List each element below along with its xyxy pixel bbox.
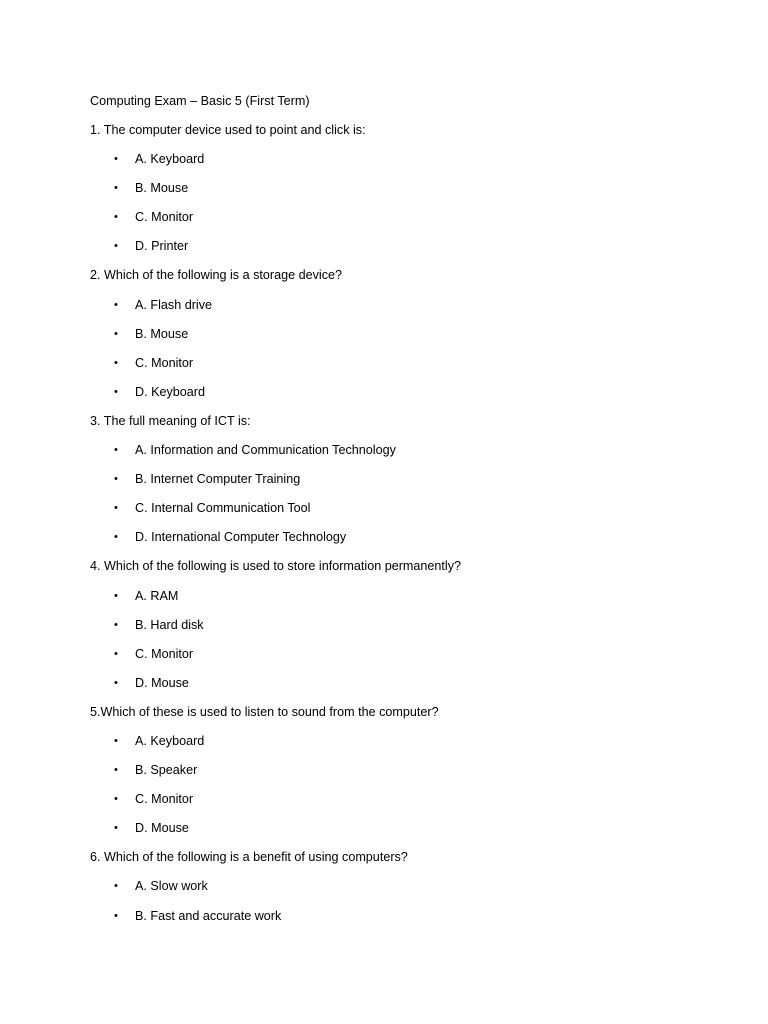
bullet-icon: • [114, 211, 118, 224]
bullet-icon: • [114, 385, 118, 398]
option-label: A. RAM [135, 588, 179, 603]
bullet-icon: • [114, 676, 118, 689]
bullet-icon: • [114, 734, 118, 747]
option-label: A. Flash drive [135, 297, 212, 312]
bullet-icon: • [114, 356, 118, 369]
bullet-icon: • [114, 444, 118, 457]
option-label: A. Information and Communication Technology [135, 443, 396, 458]
question-4: 4. Which of the following is used to store information permanently? [90, 559, 462, 574]
option-label: A. Keyboard [135, 152, 205, 167]
bullet-icon: • [114, 502, 118, 515]
option-label: D. Keyboard [135, 384, 206, 399]
bullet-icon: • [114, 182, 118, 195]
option-label: B. Hard disk [135, 617, 204, 632]
option-5d [90, 820, 710, 849]
document-title: Computing Exam – Basic 5 (First Term) [90, 94, 310, 108]
bullet-icon: • [114, 240, 118, 253]
option-6b [90, 908, 710, 937]
bullet-icon: • [114, 298, 118, 311]
bullet-icon: • [114, 531, 118, 544]
option-label: C. Monitor [135, 792, 194, 807]
option-label: C. Internal Communication Tool [135, 501, 311, 516]
exam-document [90, 93, 710, 937]
option-2b [90, 326, 710, 355]
option-label: D. International Computer Technology [135, 530, 347, 545]
bullet-icon: • [114, 618, 118, 631]
option-label: B. Mouse [135, 326, 189, 341]
option-label: C. Monitor [135, 210, 194, 225]
option-label: C. Monitor [135, 355, 194, 370]
option-label: B. Speaker [135, 763, 198, 778]
option-5c [90, 791, 710, 820]
option-2c [90, 355, 710, 384]
option-1d [90, 238, 710, 267]
option-label: B. Mouse [135, 181, 189, 196]
option-1b [90, 180, 710, 209]
option-label: D. Mouse [135, 821, 189, 836]
option-4b [90, 617, 710, 646]
bullet-icon: • [114, 647, 118, 660]
option-label: B. Fast and accurate work [135, 908, 282, 923]
option-label: D. Printer [135, 239, 189, 254]
bullet-icon: • [114, 909, 118, 922]
option-1a [90, 151, 710, 180]
question-5: 5.Which of these is used to listen to sound from the computer? [90, 704, 439, 719]
option-2d [90, 384, 710, 413]
question-6: 6. Which of the following is a benefit of using computers? [90, 850, 408, 865]
option-label: D. Mouse [135, 675, 189, 690]
option-6a [90, 878, 710, 907]
bullet-icon: • [114, 473, 118, 486]
option-label: B. Internet Computer Training [135, 472, 301, 487]
question-2: 2. Which of the following is a storage device? [90, 268, 343, 283]
bullet-icon: • [114, 327, 118, 340]
bullet-icon: • [114, 822, 118, 835]
question-3: 3. The full meaning of ICT is: [90, 413, 251, 428]
option-1c [90, 209, 710, 238]
option-label: C. Monitor [135, 646, 194, 661]
option-4d [90, 675, 710, 704]
option-5b [90, 762, 710, 791]
option-2a [90, 297, 710, 326]
bullet-icon: • [114, 880, 118, 893]
option-label: A. Keyboard [135, 733, 205, 748]
option-5a [90, 733, 710, 762]
option-label: A. Slow work [135, 879, 208, 894]
bullet-icon: • [114, 793, 118, 806]
bullet-icon: • [114, 589, 118, 602]
bullet-icon: • [114, 153, 118, 166]
option-3b [90, 471, 710, 500]
question-1: 1. The computer device used to point and click is: [90, 123, 366, 137]
bullet-icon: • [114, 764, 118, 777]
option-4a [90, 588, 710, 617]
option-3a [90, 442, 710, 471]
option-3d [90, 529, 710, 558]
option-3c [90, 500, 710, 529]
option-4c [90, 646, 710, 675]
